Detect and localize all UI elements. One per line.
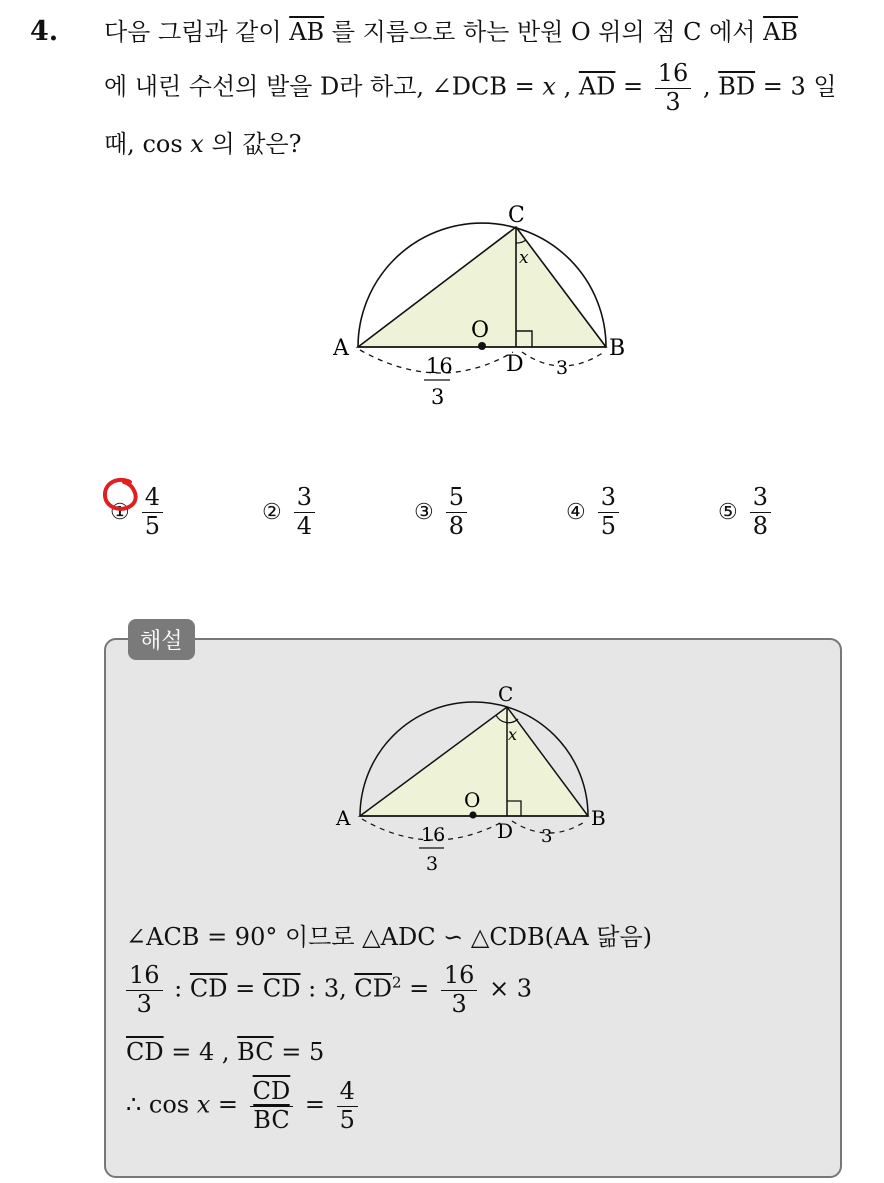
solution-label: 해설 (128, 619, 195, 660)
solution-line-3: $\overline{CD} = 4$ , $\overline{BC} = 5$ (126, 1038, 325, 1066)
label-a: A (333, 336, 349, 361)
sol-label-c: C (498, 682, 514, 706)
fraction-ad: $\frac{16}{3}$ (655, 60, 692, 116)
label-d: D (506, 352, 524, 377)
label-c: C (508, 203, 525, 228)
question-line-3: 때, cos x 의 값은? (104, 130, 302, 158)
label-x: x (519, 248, 529, 268)
label-b: B (609, 336, 626, 361)
label-o: O (471, 318, 490, 343)
sol-label-o: O (464, 788, 481, 812)
choice-5[interactable]: ⑤ $\frac{3}{8}$ (718, 484, 775, 540)
segment-bd: $\overline{BD}$ (718, 72, 756, 101)
sol-label-d: D (497, 819, 514, 843)
sol-label-ad-num: 16 (421, 824, 446, 846)
label-ad-num: 16 (426, 354, 453, 378)
segment-ab: $\overline{AB}$ (289, 18, 325, 46)
semicircle-figure (330, 195, 650, 415)
selected-circle-mark (100, 475, 140, 515)
solution-line-4: ∴ cos x = $\frac{\overline{CD}}{BC}$ = $\frac{4}{5}$ (126, 1078, 362, 1134)
sol-label-bd: 3 (541, 826, 553, 847)
segment-ab: $\overline{AB}$ (763, 18, 799, 46)
solution-line-2: $\frac{16}{3}$ : $\overline{CD} = \overline{CD}$ : 3, $\overline{CD}^2$ = $\frac{16}{3}$ × 3 (126, 962, 532, 1018)
answer-choices (0, 484, 884, 554)
solution-figure (330, 680, 640, 880)
solution-line-1: ∠ACB = 90° 이므로 △ADC ∽ △CDB(AA 닮음) (126, 923, 653, 951)
choice-4[interactable]: ④ $\frac{3}{5}$ (566, 484, 623, 540)
label-bd: 3 (556, 357, 569, 379)
choice-2[interactable]: ② $\frac{3}{4}$ (262, 484, 319, 540)
choice-1[interactable]: ① $\frac{4}{5}$ (110, 484, 167, 540)
sol-label-ad-den: 3 (426, 853, 439, 875)
question-number: 4. (30, 16, 59, 47)
sol-label-a: A (336, 806, 351, 830)
question-line-2: 에 내린 수선의 발을 D라 하고, ∠DCB = x , $\overline{AD}$ = $\frac{16}{3}$ , $\overline{BD} = 3$ 일 (104, 59, 837, 116)
label-ad-den: 3 (431, 385, 445, 409)
sol-label-b: B (591, 806, 606, 830)
segment-ad: $\overline{AD}$ (578, 72, 616, 101)
choice-3[interactable]: ③ $\frac{5}{8}$ (414, 484, 471, 540)
sol-label-x: x (508, 725, 518, 744)
question-line-1: 다음 그림과 같이 $\overline{AB}$ 를 지름으로 하는 반원 O 위의 점 C 에서 $\overline{AB}$ (104, 18, 799, 46)
